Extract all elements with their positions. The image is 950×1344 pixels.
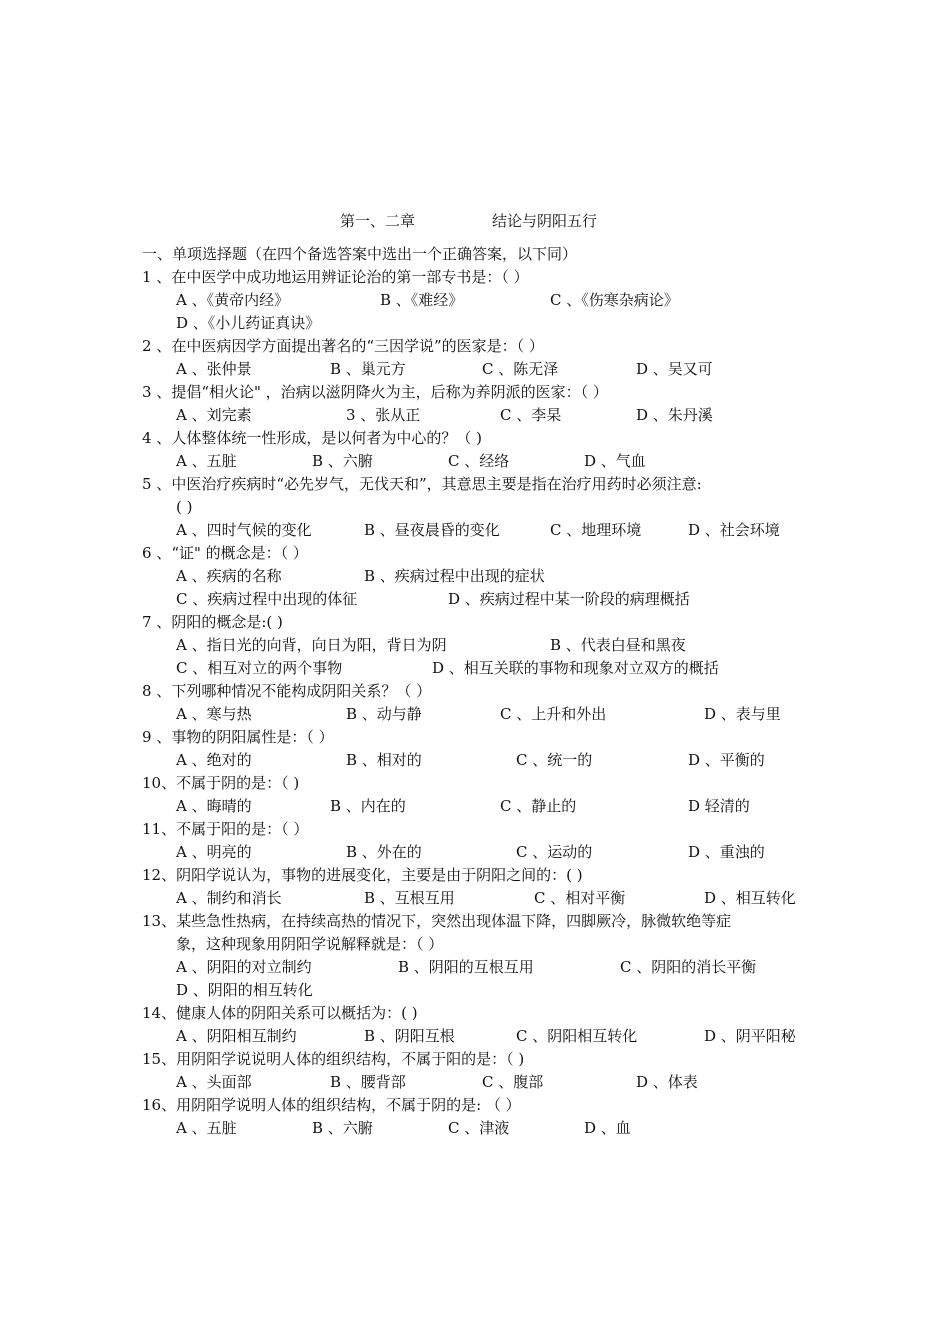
- question-1-options-2: [142, 312, 822, 335]
- option-c: C 、疾病过程中出现的体征: [176, 590, 358, 608]
- question-9-options: [142, 749, 822, 772]
- option-d: D 轻清的: [688, 797, 750, 815]
- question-number: 12、: [142, 866, 177, 884]
- option-c: C 、经络: [448, 452, 510, 470]
- option-b: B 、巢元方: [330, 360, 406, 378]
- option-b: B 、互根互用: [364, 889, 455, 907]
- question-text: “证" 的概念是：（ ）: [171, 544, 308, 562]
- option-c: C 、运动的: [516, 843, 593, 861]
- question-1: [142, 266, 822, 289]
- option-a: A 、四时气候的变化: [176, 521, 312, 539]
- option-b: B 、外在的: [346, 843, 422, 861]
- question-15: [142, 1048, 822, 1071]
- question-text: 用阴阳学说明人体的组织结构，不属于阴的是: （ ）: [176, 1096, 521, 1114]
- option-c: C 、相互对立的两个事物: [176, 659, 343, 677]
- option-a: A 、晦晴的: [176, 797, 252, 815]
- option-a: A 、指日光的向背，向日为阳，背日为阴: [176, 636, 447, 654]
- question-text: 阴阳学说认为，事物的进展变化，主要是由于阴阳之间的：( ): [176, 866, 583, 884]
- question-number: 11、: [142, 820, 177, 838]
- option-d: D 、《小儿药证真诀》: [176, 314, 321, 332]
- question-4: [142, 427, 822, 450]
- question-10: [142, 772, 822, 795]
- question-11: [142, 818, 822, 841]
- question-16-options: [142, 1117, 822, 1140]
- option-c: C 、静止的: [500, 797, 577, 815]
- option-c: C 、津液: [448, 1119, 510, 1137]
- question-7-options-2: [142, 657, 822, 680]
- question-number: 2 、: [142, 337, 172, 355]
- option-b: B 、相对的: [346, 751, 422, 769]
- question-6: [142, 542, 822, 565]
- option-d: D 、朱丹溪: [636, 406, 713, 424]
- question-5: [142, 473, 822, 496]
- question-7: [142, 611, 822, 634]
- question-5-options: [142, 519, 822, 542]
- option-b: B 、疾病过程中出现的症状: [364, 567, 545, 585]
- option-b: B 、代表白昼和黑夜: [550, 636, 686, 654]
- question-1-options: [142, 289, 822, 312]
- question-8-options: [142, 703, 822, 726]
- option-c: C 、腹部: [482, 1073, 544, 1091]
- question-14-options: [142, 1025, 822, 1048]
- option-a: A 、明亮的: [176, 843, 252, 861]
- question-text: 人体整体统一性形成，是以何者为中心的？（ ): [171, 429, 482, 447]
- question-number: 9 、: [142, 728, 172, 746]
- option-a: A 、五脏: [176, 1119, 237, 1137]
- question-12-options: [142, 887, 822, 910]
- option-d: D 、重浊的: [688, 843, 765, 861]
- option-a: A 、刘完素: [176, 406, 252, 424]
- option-a: A 、《黄帝内经》: [176, 291, 290, 309]
- option-b: B 、《难经》: [380, 291, 464, 309]
- question-number: 13、: [142, 912, 177, 930]
- option-d: D 、相互转化: [704, 889, 796, 907]
- question-text: 事物的阴阳属性是：（ ）: [171, 728, 334, 746]
- option-d: D 、气血: [584, 452, 646, 470]
- section-heading: 一、单项选择题（在四个备选答案中选出一个正确答案，以下同）: [142, 245, 578, 263]
- option-c: C 、李杲: [500, 406, 562, 424]
- question-number: 4 、: [142, 429, 172, 447]
- option-d: D 、血: [584, 1119, 631, 1137]
- option-c: C 、相对平衡: [534, 889, 626, 907]
- question-text: 下列哪种情况不能构成阴阳关系？（ ）: [171, 682, 432, 700]
- option-b: B 、阴阳的互根互用: [398, 958, 534, 976]
- question-text: 健康人体的阴阳关系可以概括为：( ): [176, 1004, 418, 1022]
- question-9: [142, 726, 822, 749]
- question-11-options: [142, 841, 822, 864]
- question-number: 14、: [142, 1004, 177, 1022]
- question-13-options: [142, 956, 822, 979]
- option-b: B 、内在的: [330, 797, 406, 815]
- question-text: 不属于阴的是：（ ): [176, 774, 300, 792]
- question-number: 6 、: [142, 544, 172, 562]
- option-a: A 、阴阳的对立制约: [176, 958, 312, 976]
- question-text: 某些急性热病，在持续高热的情况下，突然出现体温下降，四脚厥冷，脉微软绝等症: [176, 912, 732, 930]
- option-d: D 、阴平阳秘: [704, 1027, 796, 1045]
- question-3: [142, 381, 822, 404]
- question-list: [142, 243, 822, 1140]
- title-topic: 结论与阴阳五行: [492, 212, 598, 230]
- option-b: B 、腰背部: [330, 1073, 406, 1091]
- question-text: 在中医病因学方面提出著名的“三因学说”的医家是：（ ）: [171, 337, 544, 355]
- option-a: A 、五脏: [176, 452, 237, 470]
- option-d: D 、体表: [636, 1073, 698, 1091]
- question-number: 5 、: [142, 475, 172, 493]
- question-number: 3 、: [142, 383, 172, 401]
- question-text: 用阴阳学说说明人体的组织结构，不属于阳的是：（ ): [176, 1050, 525, 1068]
- question-text: 阴阳的概念是:( ): [171, 613, 283, 631]
- question-number: 8 、: [142, 682, 172, 700]
- question-14: [142, 1002, 822, 1025]
- option-c: C 、《伤寒杂病论》: [550, 291, 679, 309]
- question-number: 10、: [142, 774, 177, 792]
- option-c: C 、上升和外出: [500, 705, 607, 723]
- option-b: B 、昼夜晨昏的变化: [364, 521, 500, 539]
- question-3-options: [142, 404, 822, 427]
- question-5-continuation: ( ): [176, 498, 193, 516]
- option-d: D 、社会环境: [688, 521, 780, 539]
- question-16: [142, 1094, 822, 1117]
- option-b: B 、六腑: [312, 452, 373, 470]
- question-15-options: [142, 1071, 822, 1094]
- option-c: C 、统一的: [516, 751, 593, 769]
- option-b: B 、阴阳互根: [364, 1027, 455, 1045]
- question-12: [142, 864, 822, 887]
- option-a: A 、制约和消长: [176, 889, 282, 907]
- option-a: A 、阴阳相互制约: [176, 1027, 297, 1045]
- option-c: C 、阴阳的消长平衡: [620, 958, 757, 976]
- option-d: D 、平衡的: [688, 751, 765, 769]
- question-8: [142, 680, 822, 703]
- option-b: B 、动与静: [346, 705, 422, 723]
- option-a: A 、疾病的名称: [176, 567, 282, 585]
- question-number: 16、: [142, 1096, 177, 1114]
- option-c: C 、地理环境: [550, 521, 642, 539]
- question-number: 15、: [142, 1050, 177, 1068]
- question-text: 中医治疗疾病时“必先岁气，无伐天和”，其意思主要是指在治疗用药时必须注意:: [171, 475, 702, 493]
- option-d: D 、表与里: [704, 705, 781, 723]
- question-number: 7 、: [142, 613, 172, 631]
- question-2-options: [142, 358, 822, 381]
- option-a: A 、寒与热: [176, 705, 252, 723]
- question-text: 在中医学中成功地运用辨证论治的第一部专书是：（ ）: [171, 268, 529, 286]
- question-6-options-2: [142, 588, 822, 611]
- question-7-options: [142, 634, 822, 657]
- option-c: C 、陈无泽: [482, 360, 559, 378]
- option-b: 3 、张从正: [346, 406, 421, 424]
- question-6-options: [142, 565, 822, 588]
- title-chapter: 第一、二章: [340, 212, 416, 230]
- option-a: A 、头面部: [176, 1073, 252, 1091]
- question-2: [142, 335, 822, 358]
- option-d: D 、吴又可: [636, 360, 713, 378]
- option-a: A 、张仲景: [176, 360, 252, 378]
- option-d: D 、相互关联的事物和现象对立双方的概括: [432, 659, 719, 677]
- option-c: C 、阴阳相互转化: [516, 1027, 638, 1045]
- question-13: [142, 910, 822, 933]
- question-13-continuation: 象，这种现象用阴阳学说解释就是：（ ）: [176, 935, 444, 953]
- option-a: A 、绝对的: [176, 751, 252, 769]
- question-13-options-2: [142, 979, 822, 1002]
- question-number: 1 、: [142, 268, 172, 286]
- question-text: 提倡“相火论" ，治病以滋阴降火为主，后称为养阴派的医家：（ ）: [171, 383, 608, 401]
- question-4-options: [142, 450, 822, 473]
- option-b: B 、六腑: [312, 1119, 373, 1137]
- option-d: D 、阴阳的相互转化: [176, 981, 313, 999]
- option-d: D 、疾病过程中某一阶段的病理概括: [448, 590, 690, 608]
- page-title: [340, 210, 598, 231]
- question-text: 不属于阳的是：（ ）: [176, 820, 309, 838]
- question-10-options: [142, 795, 822, 818]
